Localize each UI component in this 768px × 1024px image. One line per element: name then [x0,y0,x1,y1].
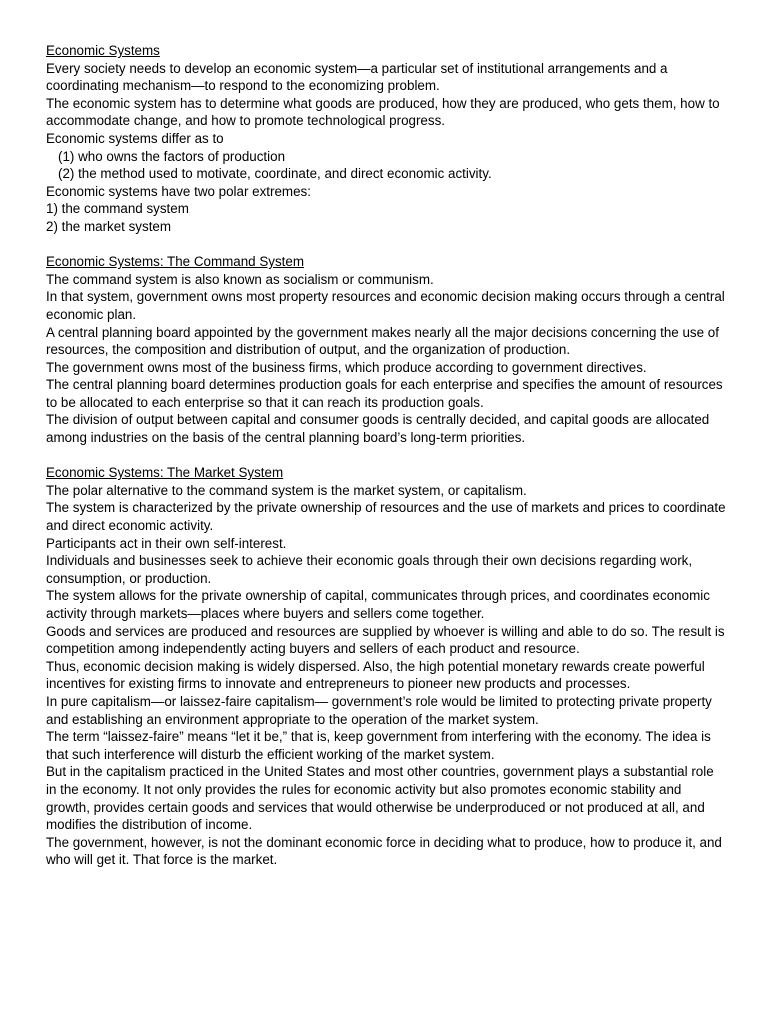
paragraph: Every society needs to develop an economic system—a particular set of institutional arrangements and a coordinating mechanism—to respond to the economizing problem. [46,60,668,94]
paragraph: The central planning board determines production goals for each enterprise and specifies the amount of resources to be allocated to each enterprise so that it can reach its production goals. [46,377,723,410]
paragraph: Economic systems have two polar extremes: [46,183,311,199]
paragraph: The command system is also known as socialism or communism. [46,271,434,287]
paragraph: In that system, government owns most property resources and economic decision making occurs through a central economic plan. [46,289,725,322]
list-item: 1) the command system [46,201,189,217]
list-item: 2) the market system [46,218,172,234]
paragraph: The government owns most of the business firms, which produce according to government directives. [46,359,647,375]
section-economic-systems [46,42,726,236]
paragraph: A central planning board appointed by the government makes nearly all the major decisions concerning the use of resources, the composition and distribution of output, and the organization of production. [46,324,719,358]
paragraph: The division of output between capital and consumer goods is centrally decided, and capital goods are allocated among industries on the basis of the central planning board’s long-term priorities. [46,412,710,446]
paragraph: The government, however, is not the dominant economic force in deciding what to produce, how to produce it, and who will get it. That force is the market. [46,834,722,868]
paragraph: Economic systems differ as to [46,130,224,146]
section-command-system [46,253,726,447]
paragraph: Thus, economic decision making is widely dispersed. Also, the high potential monetary rewards create powerful incentives for existing firms to innovate and entrepreneurs to pioneer new products and processes. [46,658,705,692]
list-item: (1) who owns the factors of production [58,148,286,164]
paragraph: In pure capitalism—or laissez-faire capitalism— government’s role would be limited to protecting private property and establishing an environment appropriate to the operation of the market system. [46,693,712,727]
paragraph: Participants act in their own self-interest. [46,535,287,551]
paragraph: The polar alternative to the command system is the market system, or capitalism. [46,482,527,498]
section-heading: Economic Systems: The Command System [46,254,304,270]
paragraph: The economic system has to determine what goods are produced, how they are produced, who gets them, how to accommodate change, and how to promote technological progress. [46,95,720,129]
list-item: (2) the method used to motivate, coordinate, and direct economic activity. [58,166,492,182]
paragraph: Goods and services are produced and resources are supplied by whoever is willing and able to do so. The result is competition among independently acting buyers and sellers of each product and resource. [46,623,725,657]
paragraph: The system is characterized by the private ownership of resources and the use of markets and prices to coordinate and direct economic activity. [46,500,726,534]
paragraph: The term “laissez-faire” means “let it be,” that is, keep government from interfering with the economy. The idea is that such interference will disturb the efficient working of the market system. [46,729,711,762]
section-market-system [46,464,726,869]
document-page [46,42,726,887]
paragraph: But in the capitalism practiced in the United States and most other countries, government plays a substantial role in the economy. It not only provides the rules for economic activity but also promotes economic stability and growth, provides certain goods and services that would otherwise be underproduced or not produced at all, and modifies the distribution of income. [46,764,714,833]
section-heading: Economic Systems [46,43,160,58]
paragraph: The system allows for the private ownership of capital, communicates through prices, and coordinates economic activity through markets—places where buyers and sellers come together. [46,588,710,621]
section-heading: Economic Systems: The Market System [46,465,284,481]
paragraph: Individuals and businesses seek to achieve their economic goals through their own decisions regarding work, consumption, or production. [46,553,693,586]
